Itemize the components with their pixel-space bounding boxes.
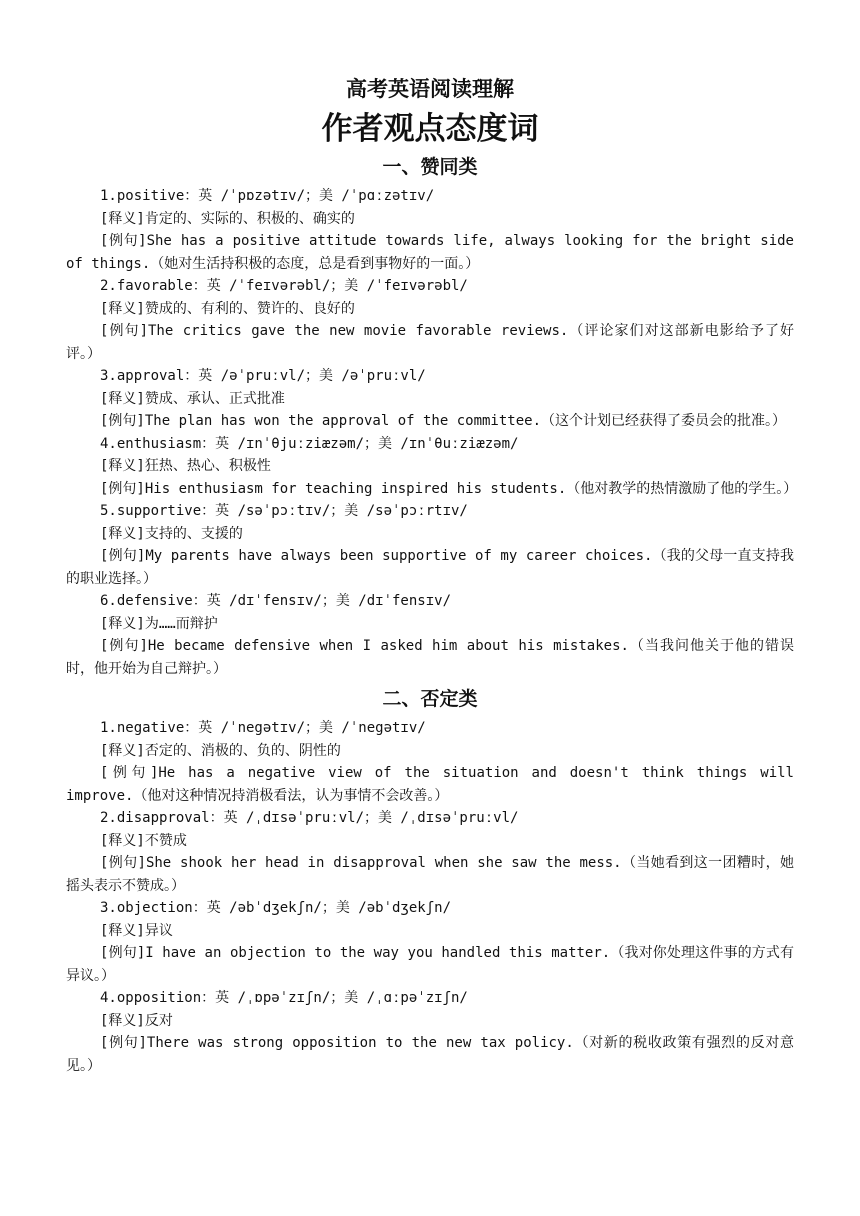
entry-head: 4.enthusiasm：英 /ɪnˈθjuːziæzəm/；美 /ɪnˈθuːziæzəm/ [100,435,519,452]
document-subtitle: 作者观点态度词 [321,111,539,147]
document-content [66,74,798,1077]
entry-head: 2.disapproval：英 /ˌdɪsəˈpruːvl/；美 /ˌdɪsəˈpruːvl/ [100,810,519,826]
entry-meaning: [释义]狂热、热心、积极性 [100,458,271,474]
entry-example: [例句]I have an objection to the way you handled this matter.（我对你处理这件事的方式有异议。） [66,945,794,984]
entry-example: [例句]The plan has won the approval of the committee.（这个计划已经获得了委员会的批准。） [100,413,787,429]
entry-head: 3.objection：英 /əbˈdʒekʃn/；美 /əbˈdʒekʃn/ [100,900,452,916]
entry-example: [例句]She shook her head in disapproval when she saw the mess.（当她看到这一团糟时，她摇头表示不赞成。） [66,855,794,894]
entry-head: 6.defensive：英 /dɪˈfensɪv/；美 /dɪˈfensɪv/ [100,593,452,609]
entry-example: [例句]He has a negative view of the situation and doesn't think things will improve.（他对这种情况持消极看法，认为事情不会改善。） [66,765,794,804]
entry-head: 5.supportive：英 /səˈpɔːtɪv/；美 /səˈpɔːrtɪv/ [100,503,468,519]
entry-meaning: [释义]赞成、承认、正式批准 [100,390,285,407]
entry-head: 1.positive：英 /ˈpɒzətɪv/；美 /ˈpɑːzətɪv/ [100,188,435,204]
entry-meaning: [释义]为……而辩护 [100,615,218,632]
entry-example: [例句]There was strong opposition to the new tax policy.（对新的税收政策有强烈的反对意见。） [66,1035,794,1074]
entry-example: [例句]She has a positive attitude towards life, always looking for the bright side of things.（她对生活持积极的态度，总是看到事物好的一面。） [66,233,794,272]
document-title: 高考英语阅读理解 [346,77,514,101]
entry-example: [例句]My parents have always been supportive of my career choices.（我的父母一直支持我的职业选择。） [66,548,794,587]
entry-head: 3.approval：英 /əˈpruːvl/；美 /əˈpruːvl/ [100,368,426,384]
entry-meaning: [释义]赞成的、有利的、赞许的、良好的 [100,300,355,317]
entry-example: [例句]His enthusiasm for teaching inspired his students.（他对教学的热情激励了他的学生。） [100,480,798,497]
entry-meaning: [释义]不赞成 [100,832,187,849]
section-heading-disagree: 二、否定类 [382,688,478,710]
entry-meaning: [释义]反对 [100,1012,173,1029]
section-heading-agree: 一、赞同类 [382,156,478,178]
entry-example: [例句]He became defensive when I asked him about his mistakes.（当我问他关于他的错误时，他开始为自己辩护。） [66,638,794,677]
entry-head: 1.negative：英 /ˈnegətɪv/；美 /ˈnegətɪv/ [100,720,426,736]
entry-meaning: [释义]异议 [100,922,173,939]
entry-head: 4.opposition：英 /ˌɒpəˈzɪʃn/；美 /ˌɑːpəˈzɪʃn/ [100,990,468,1006]
entry-meaning: [释义]支持的、支援的 [100,525,243,542]
entry-meaning: [释义]否定的、消极的、负的、阴性的 [100,742,341,759]
entry-example: [例句]The critics gave the new movie favorable reviews.（评论家们对这部新电影给予了好评。） [66,323,794,362]
entry-meaning: [释义]肯定的、实际的、积极的、确实的 [100,210,355,227]
entry-head: 2.favorable：英 /ˈfeɪvərəbl/；美 /ˈfeɪvərəbl/ [100,278,468,294]
